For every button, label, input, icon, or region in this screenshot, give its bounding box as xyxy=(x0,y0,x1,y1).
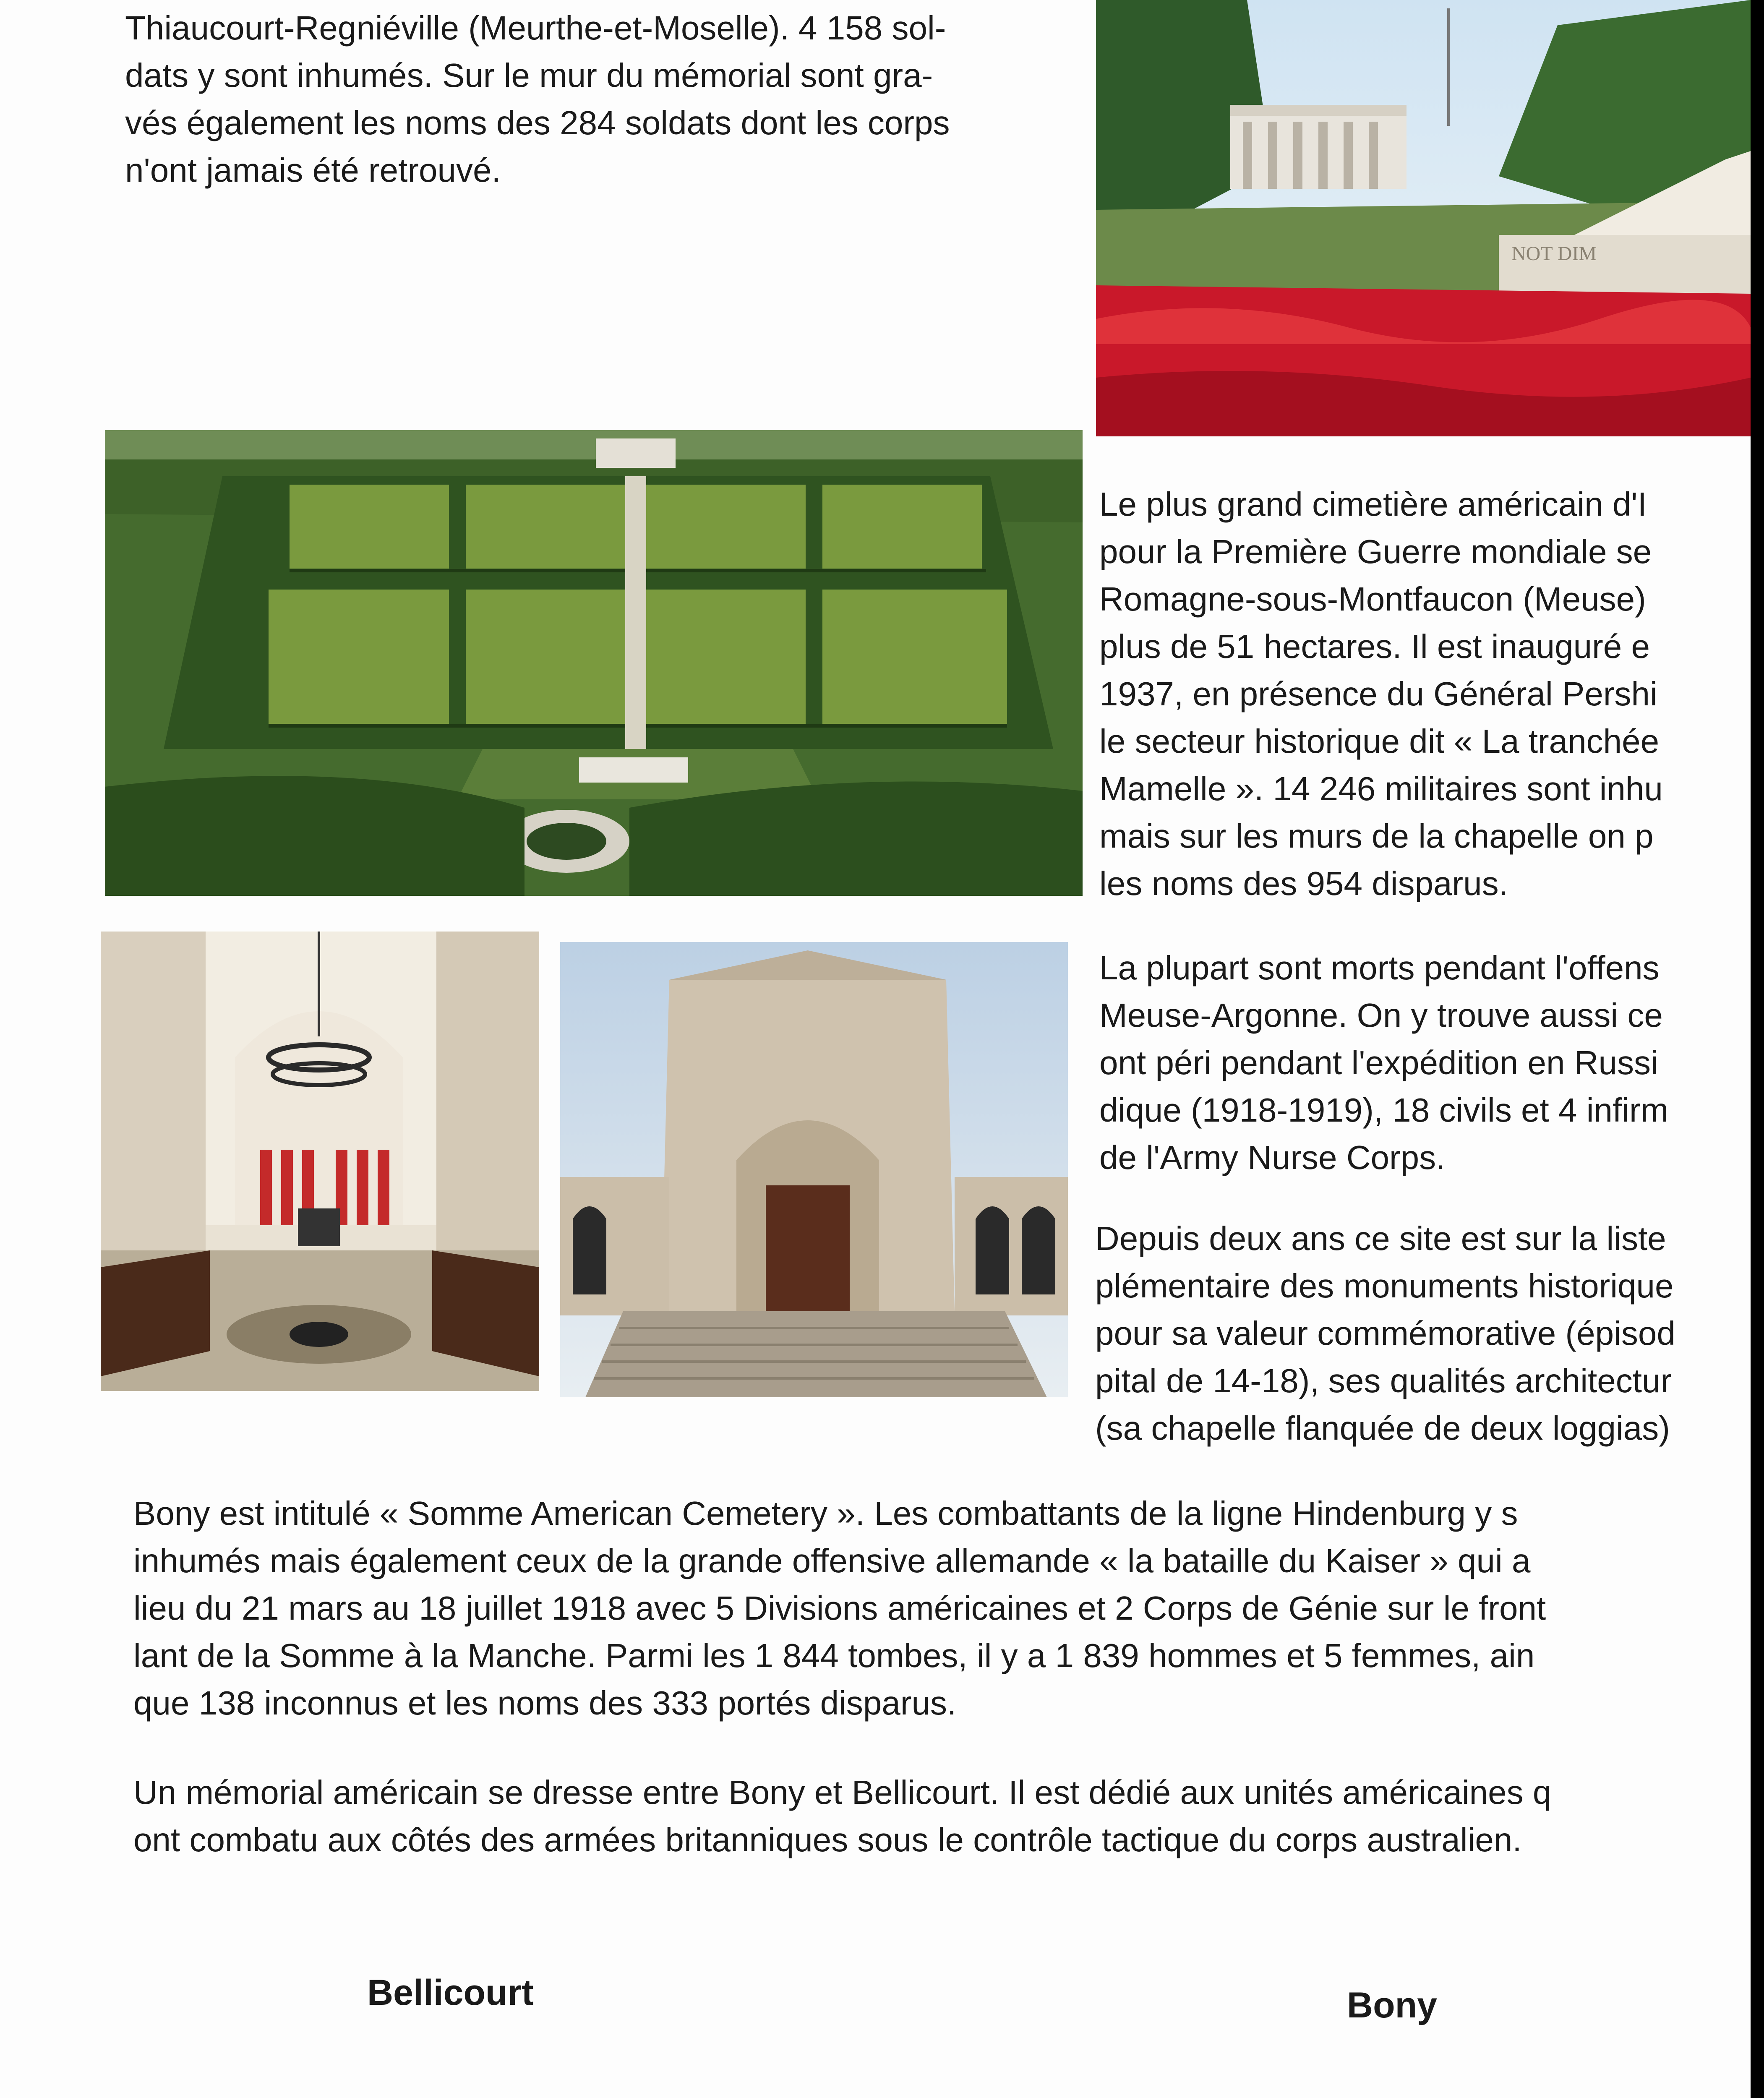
monument-inscription: NOT DIM xyxy=(1511,243,1597,265)
caption-bellicourt: Bellicourt xyxy=(367,1973,534,2013)
photo-thiaucourt-memorial xyxy=(1096,0,1751,436)
intro-paragraph: Thiaucourt-Regniéville (Meurthe-et-Moselle). 4 158 sol- dats y sont inhumés. Sur le mur du mémorial sont gra- vés également les noms des 284 soldats dont les corps n'ont jamais été retrouvé. xyxy=(125,9,950,189)
caption-bony: Bony xyxy=(1347,1985,1437,2025)
photo-chapel-interior xyxy=(101,932,539,1391)
meuse-paragraph-1: Le plus grand cimetière américain d'I pour la Première Guerre mondiale se Romagne-sous-Montfaucon (Meuse) plus de 51 hectares. Il est inauguré e 1937, en présence du Général Pershi le secteur historique dit « La tranchée Mamelle ». 14 246 militaires sont inhu mais sur les murs de la chapelle on p les noms des 954 disparus. xyxy=(1099,485,1663,902)
photo-aerial-cemetery xyxy=(105,430,1083,896)
meuse-paragraph-2: La plupart sont morts pendant l'offens Meuse-Argonne. On y trouve aussi ce ont péri pendant l'expédition en Russi dique (1918-1919), 18 civils et 4 infirm de l'Army Nurse Corps. xyxy=(1099,949,1669,1176)
memorial-paragraph: Un mémorial américain se dresse entre Bony et Bellicourt. Il est dédié aux unités américaines q ont combatu aux côtés des armées britanniques sous le contrôle tactique du corps australien. xyxy=(133,1774,1552,1858)
meuse-paragraph-3: Depuis deux ans ce site est sur la liste plémentaire des monuments historique pour sa valeur commémorative (épisod pital de 14-18), ses qualités architectur (sa chapelle flanquée de deux loggias) xyxy=(1095,1220,1675,1447)
bony-paragraph: Bony est intitulé « Somme American Cemetery ». Les combattants de la ligne Hindenburg y s inhumés mais également ceux de la grande offensive allemande « la bataille du Kaiser » qui a lieu du 21 mars au 18 juillet 1918 avec 5 Divisions américaines et 2 Corps de Génie sur le front lant de la Somme à la Manche. Parmi les 1 844 tombes, il y a 1 839 hommes et 5 femmes, ain que 138 inconnus et les noms des 333 portés disparus. xyxy=(133,1495,1546,1722)
photo-chapel-exterior xyxy=(560,942,1068,1397)
